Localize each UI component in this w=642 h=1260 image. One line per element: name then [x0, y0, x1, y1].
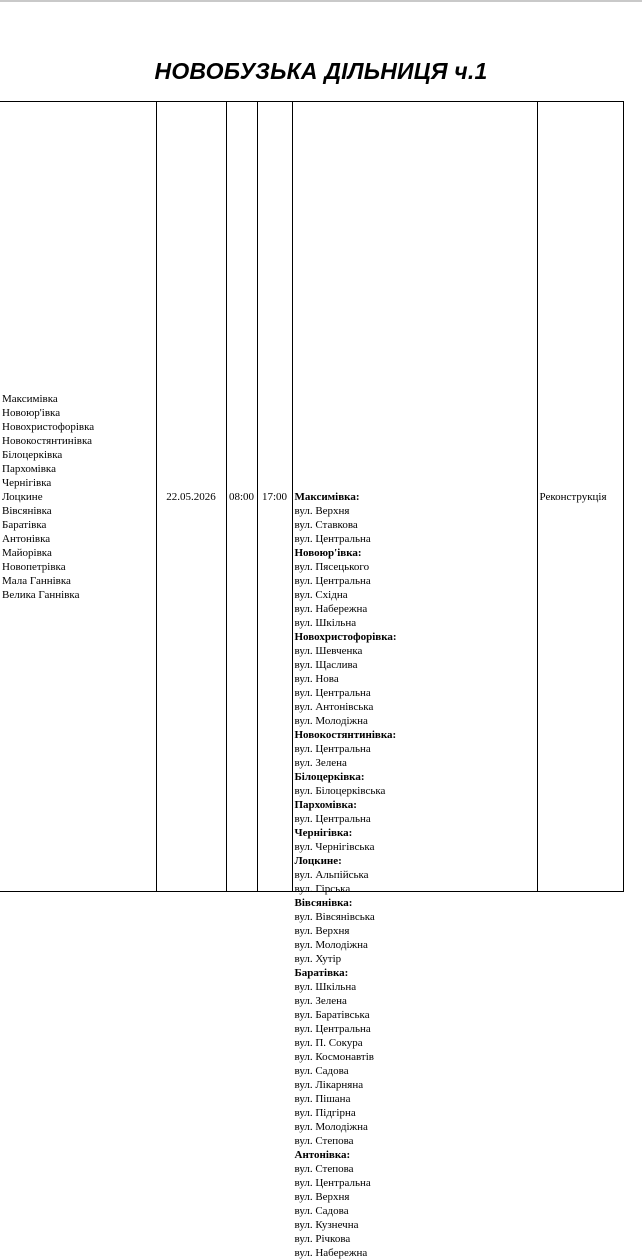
street-item: вул. Щаслива: [294, 658, 358, 671]
street-item: вул. Верхня: [294, 504, 350, 517]
village-heading: Максимівка:: [294, 490, 360, 503]
street-item: вул. Вівсянівська: [294, 910, 375, 923]
table-row: [0, 102, 623, 892]
schedule-table: [0, 101, 624, 1259]
street-item: вул. Центральна: [294, 532, 371, 545]
village-heading: Лоцкине:: [294, 854, 342, 867]
settlement-item: Велика Ганнівка: [2, 588, 80, 601]
street-item: вул. Білоцерківська: [294, 784, 386, 797]
street-item: вул. Чернігівська: [294, 840, 375, 853]
street-item: вул. Хутір: [294, 952, 342, 965]
street-item: вул. Центральна: [294, 1176, 371, 1189]
village-heading: Баратівка:: [294, 966, 349, 979]
street-item: вул. Гірська: [294, 882, 351, 895]
street-item: вул. Молодіжна: [294, 714, 368, 727]
village-heading: Новоюр'івка:: [294, 546, 362, 559]
settlement-item: Новоюр'івка: [2, 406, 61, 419]
settlements-cell: [0, 102, 156, 892]
settlement-item: Лоцкине: [2, 490, 43, 503]
street-item: вул. П. Сокура: [294, 1036, 363, 1049]
street-item: вул. Зелена: [294, 756, 347, 769]
streets-cell: [292, 102, 537, 1259]
street-item: вул. Шкільна: [294, 980, 357, 993]
village-heading: Білоцерківка:: [294, 770, 365, 783]
settlement-item: Новопетрівка: [2, 560, 66, 573]
settlements-list: [2, 392, 154, 602]
village-heading: Новохристофорівка:: [294, 630, 397, 643]
street-item: вул. Підгірна: [294, 1106, 356, 1119]
settlement-item: Чернігівка: [2, 476, 52, 489]
street-item: вул. Східна: [294, 588, 348, 601]
street-item: вул. Молодіжна: [294, 1120, 368, 1133]
street-item: вул. Річкова: [294, 1232, 351, 1245]
street-item: вул. Центральна: [294, 812, 371, 825]
page-title: НОВОБУЗЬКА ДІЛЬНИЦЯ ч.1: [154, 58, 488, 84]
reason-cell: Реконструкція: [537, 102, 623, 892]
street-item: вул. Степова: [294, 1162, 354, 1175]
street-item: вул. Набережна: [294, 602, 368, 615]
settlement-item: Білоцерківка: [2, 448, 63, 461]
street-item: вул. Центральна: [294, 1022, 371, 1035]
settlement-item: Антонівка: [2, 532, 51, 545]
street-item: вул. Молодіжна: [294, 938, 368, 951]
time-to-cell: 17:00: [257, 102, 292, 892]
settlement-item: Новокостянтинівка: [2, 434, 93, 447]
street-item: вул. Космонавтів: [294, 1050, 374, 1063]
street-item: вул. Верхня: [294, 924, 350, 937]
street-item: вул. Лікарняна: [294, 1078, 364, 1091]
street-item: вул. Пішана: [294, 1092, 351, 1105]
street-item: вул. Центральна: [294, 574, 371, 587]
street-item: вул. Степова: [294, 1134, 354, 1147]
settlement-item: Мала Ганнівка: [2, 574, 71, 587]
village-heading: Вівсянівка:: [294, 896, 353, 909]
street-item: вул. Набережна: [294, 1246, 368, 1259]
settlement-item: Новохристофорівка: [2, 420, 95, 433]
street-item: вул. Антонівська: [294, 700, 374, 713]
street-item: вул. Нова: [294, 672, 339, 685]
street-item: вул. Садова: [294, 1064, 349, 1077]
street-item: вул. Кузнечна: [294, 1218, 359, 1231]
settlement-item: Максимівка: [2, 392, 58, 405]
street-item: вул. Зелена: [294, 994, 347, 1007]
street-item: вул. Пясецького: [294, 560, 370, 573]
street-item: вул. Баратівська: [294, 1008, 370, 1021]
settlement-item: Майорівка: [2, 546, 52, 559]
village-heading: Новокостянтинівка:: [294, 728, 397, 741]
village-heading: Пархомівка:: [294, 798, 357, 811]
street-item: вул. Верхня: [294, 1190, 350, 1203]
street-item: вул. Центральна: [294, 686, 371, 699]
time-from-cell: 08:00: [226, 102, 257, 892]
top-divider: [0, 0, 642, 2]
street-item: вул. Шкільна: [294, 616, 357, 629]
date-cell: 22.05.2026: [156, 102, 226, 892]
street-item: вул. Центральна: [294, 742, 371, 755]
village-heading: Чернігівка:: [294, 826, 353, 839]
settlement-item: Вівсянівка: [2, 504, 52, 517]
village-heading: Антонівка:: [294, 1148, 351, 1161]
settlement-item: Баратівка: [2, 518, 47, 531]
street-item: вул. Садова: [294, 1204, 349, 1217]
street-item: вул. Шевченка: [294, 644, 363, 657]
street-item: вул. Ставкова: [294, 518, 358, 531]
street-item: вул. Альпійська: [294, 868, 369, 881]
streets-list: [294, 490, 535, 1259]
settlement-item: Пархомівка: [2, 462, 56, 475]
